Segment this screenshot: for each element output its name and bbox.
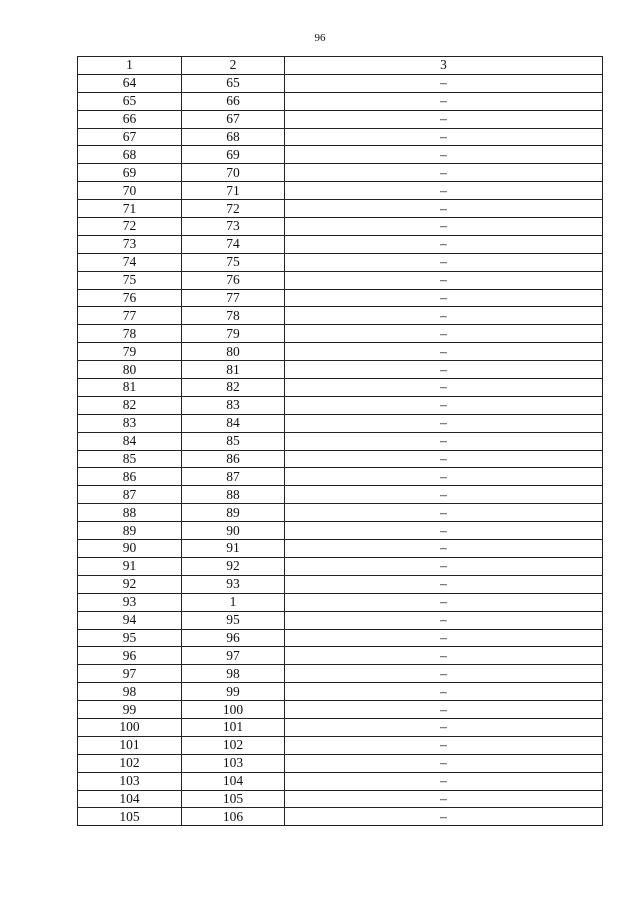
table-row <box>78 504 603 522</box>
table-cell-col-3: – <box>285 110 603 128</box>
header-row <box>78 57 603 75</box>
table-cell-col-2: 78 <box>182 307 285 325</box>
table-cell-col-1: 95 <box>78 629 182 647</box>
table-cell-col-3: – <box>285 432 603 450</box>
column-header-2: 2 <box>182 57 285 75</box>
table-cell-col-3: – <box>285 629 603 647</box>
table-cell-col-3: – <box>285 772 603 790</box>
table-cell-col-3: – <box>285 164 603 182</box>
table-cell-col-2: 65 <box>182 74 285 92</box>
table-cell-col-1: 65 <box>78 92 182 110</box>
table-cell-col-3: – <box>285 146 603 164</box>
table-cell-col-1: 93 <box>78 593 182 611</box>
table-cell-col-2: 98 <box>182 665 285 683</box>
table-cell-col-1: 69 <box>78 164 182 182</box>
table-cell-col-3: – <box>285 701 603 719</box>
table-cell-col-2: 100 <box>182 701 285 719</box>
table-cell-col-2: 96 <box>182 629 285 647</box>
table-row <box>78 200 603 218</box>
table-cell-col-1: 72 <box>78 218 182 236</box>
table-cell-col-3: – <box>285 736 603 754</box>
table-cell-col-2: 77 <box>182 289 285 307</box>
table-row <box>78 414 603 432</box>
table-cell-col-2: 92 <box>182 557 285 575</box>
table-row <box>78 432 603 450</box>
table-row <box>78 575 603 593</box>
table-cell-col-3: – <box>285 468 603 486</box>
table-cell-col-1: 102 <box>78 754 182 772</box>
table-cell-col-2: 80 <box>182 343 285 361</box>
table-cell-col-2: 106 <box>182 808 285 826</box>
table-cell-col-2: 104 <box>182 772 285 790</box>
table-cell-col-2: 1 <box>182 593 285 611</box>
table-cell-col-2: 85 <box>182 432 285 450</box>
table-row <box>78 629 603 647</box>
table-cell-col-1: 87 <box>78 486 182 504</box>
table-cell-col-1: 68 <box>78 146 182 164</box>
table-cell-col-2: 83 <box>182 396 285 414</box>
table-cell-col-2: 91 <box>182 540 285 558</box>
table-cell-col-2: 101 <box>182 718 285 736</box>
table-row <box>78 772 603 790</box>
table-cell-col-1: 78 <box>78 325 182 343</box>
table-cell-col-1: 77 <box>78 307 182 325</box>
table-cell-col-3: – <box>285 486 603 504</box>
column-header-3: 3 <box>285 57 603 75</box>
table-cell-col-2: 76 <box>182 271 285 289</box>
table-row <box>78 128 603 146</box>
table-cell-col-1: 67 <box>78 128 182 146</box>
table-row <box>78 522 603 540</box>
table-cell-col-3: – <box>285 74 603 92</box>
table-cell-col-3: – <box>285 92 603 110</box>
table-cell-col-2: 72 <box>182 200 285 218</box>
table-row <box>78 557 603 575</box>
table-cell-col-3: – <box>285 522 603 540</box>
table-row <box>78 718 603 736</box>
table-cell-col-1: 73 <box>78 235 182 253</box>
table-cell-col-1: 100 <box>78 718 182 736</box>
table-cell-col-3: – <box>285 235 603 253</box>
table-cell-col-3: – <box>285 361 603 379</box>
table-cell-col-1: 84 <box>78 432 182 450</box>
table-cell-col-3: – <box>285 343 603 361</box>
table-cell-col-2: 74 <box>182 235 285 253</box>
table-cell-col-2: 84 <box>182 414 285 432</box>
table-cell-col-2: 87 <box>182 468 285 486</box>
table-cell-col-2: 67 <box>182 110 285 128</box>
table-cell-col-1: 83 <box>78 414 182 432</box>
table-row <box>78 289 603 307</box>
table-cell-col-1: 81 <box>78 379 182 397</box>
table-cell-col-1: 92 <box>78 575 182 593</box>
table-cell-col-2: 81 <box>182 361 285 379</box>
table-cell-col-3: – <box>285 683 603 701</box>
table-cell-col-1: 105 <box>78 808 182 826</box>
table-row <box>78 736 603 754</box>
column-header-1: 1 <box>78 57 182 75</box>
table-row <box>78 665 603 683</box>
table-cell-col-3: – <box>285 414 603 432</box>
table-row <box>78 218 603 236</box>
table-cell-col-1: 85 <box>78 450 182 468</box>
table-cell-col-2: 69 <box>182 146 285 164</box>
table-row <box>78 486 603 504</box>
table-cell-col-1: 103 <box>78 772 182 790</box>
table-cell-col-1: 96 <box>78 647 182 665</box>
table-row <box>78 379 603 397</box>
table-cell-col-3: – <box>285 289 603 307</box>
table-row <box>78 647 603 665</box>
table-cell-col-1: 79 <box>78 343 182 361</box>
table-cell-col-2: 103 <box>182 754 285 772</box>
table-cell-col-2: 66 <box>182 92 285 110</box>
table-row <box>78 253 603 271</box>
table-cell-col-3: – <box>285 808 603 826</box>
table-cell-col-3: – <box>285 540 603 558</box>
table-cell-col-3: – <box>285 307 603 325</box>
table-cell-col-2: 70 <box>182 164 285 182</box>
table-row <box>78 74 603 92</box>
page-number: 96 <box>314 32 326 44</box>
table-cell-col-1: 86 <box>78 468 182 486</box>
table-row <box>78 307 603 325</box>
table-cell-col-1: 70 <box>78 182 182 200</box>
table-row <box>78 808 603 826</box>
table-cell-col-3: – <box>285 754 603 772</box>
table-cell-col-1: 64 <box>78 74 182 92</box>
table-cell-col-3: – <box>285 396 603 414</box>
table-cell-col-1: 90 <box>78 540 182 558</box>
table-row <box>78 361 603 379</box>
table-cell-col-2: 82 <box>182 379 285 397</box>
table-cell-col-3: – <box>285 325 603 343</box>
table-cell-col-1: 104 <box>78 790 182 808</box>
table-cell-col-1: 91 <box>78 557 182 575</box>
table-cell-col-3: – <box>285 253 603 271</box>
table-cell-col-1: 88 <box>78 504 182 522</box>
table-cell-col-2: 88 <box>182 486 285 504</box>
table-cell-col-3: – <box>285 379 603 397</box>
table-row <box>78 790 603 808</box>
table-row <box>78 593 603 611</box>
table-cell-col-2: 79 <box>182 325 285 343</box>
table-cell-col-3: – <box>285 271 603 289</box>
table-row <box>78 110 603 128</box>
table-cell-col-1: 71 <box>78 200 182 218</box>
table-cell-col-2: 73 <box>182 218 285 236</box>
table-cell-col-3: – <box>285 200 603 218</box>
table-row <box>78 611 603 629</box>
table-cell-col-3: – <box>285 182 603 200</box>
table-cell-col-2: 71 <box>182 182 285 200</box>
table-row <box>78 164 603 182</box>
table-cell-col-1: 75 <box>78 271 182 289</box>
table-cell-col-1: 94 <box>78 611 182 629</box>
table-cell-col-3: – <box>285 557 603 575</box>
table-row <box>78 754 603 772</box>
table-cell-col-3: – <box>285 450 603 468</box>
table-cell-col-2: 75 <box>182 253 285 271</box>
table-row <box>78 701 603 719</box>
table-cell-col-2: 95 <box>182 611 285 629</box>
table-cell-col-1: 74 <box>78 253 182 271</box>
table-cell-col-1: 89 <box>78 522 182 540</box>
table-cell-col-3: – <box>285 647 603 665</box>
table-cell-col-3: – <box>285 593 603 611</box>
table-row <box>78 325 603 343</box>
table-cell-col-2: 93 <box>182 575 285 593</box>
table-cell-col-1: 82 <box>78 396 182 414</box>
table-cell-col-1: 99 <box>78 701 182 719</box>
table-row <box>78 182 603 200</box>
table-header <box>78 57 603 75</box>
table-cell-col-2: 97 <box>182 647 285 665</box>
table-cell-col-1: 76 <box>78 289 182 307</box>
table-row <box>78 343 603 361</box>
table-cell-col-1: 66 <box>78 110 182 128</box>
table-cell-col-3: – <box>285 575 603 593</box>
table-cell-col-2: 90 <box>182 522 285 540</box>
table-row <box>78 235 603 253</box>
table-cell-col-3: – <box>285 128 603 146</box>
table-cell-col-3: – <box>285 790 603 808</box>
table-cell-col-2: 99 <box>182 683 285 701</box>
table-cell-col-1: 97 <box>78 665 182 683</box>
table-cell-col-3: – <box>285 718 603 736</box>
table-row <box>78 92 603 110</box>
table-row <box>78 271 603 289</box>
table-cell-col-2: 105 <box>182 790 285 808</box>
table-cell-col-2: 86 <box>182 450 285 468</box>
table-cell-col-3: – <box>285 504 603 522</box>
table-row <box>78 540 603 558</box>
table-cell-col-1: 101 <box>78 736 182 754</box>
table-cell-col-2: 68 <box>182 128 285 146</box>
table-row <box>78 468 603 486</box>
data-table <box>77 56 603 826</box>
table-row <box>78 396 603 414</box>
table-cell-col-2: 102 <box>182 736 285 754</box>
table-cell-col-3: – <box>285 611 603 629</box>
table-cell-col-2: 89 <box>182 504 285 522</box>
table-body <box>78 74 603 825</box>
table-row <box>78 146 603 164</box>
table-cell-col-1: 98 <box>78 683 182 701</box>
table-cell-col-3: – <box>285 665 603 683</box>
table-row <box>78 450 603 468</box>
table-cell-col-1: 80 <box>78 361 182 379</box>
table-cell-col-3: – <box>285 218 603 236</box>
table-row <box>78 683 603 701</box>
